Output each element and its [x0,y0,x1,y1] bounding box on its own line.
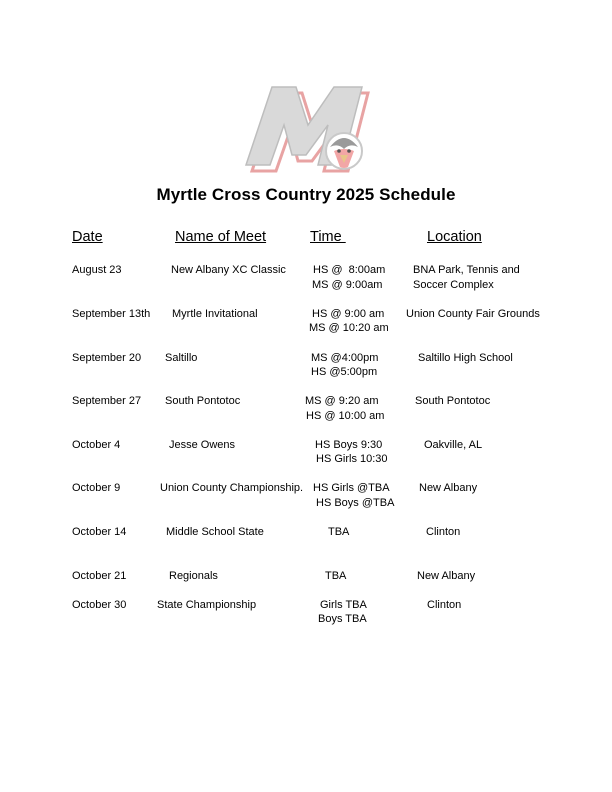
row-time-line1: MS @ 9:20 am [305,395,379,407]
row-location-line1: Clinton [426,526,461,538]
row-time-line1: HS @ 9:00 am [312,308,385,320]
row-time-line1: HS @ 8:00am [313,264,386,276]
header-date: Date [72,229,103,245]
row-date: September 20 [72,352,142,364]
row-location-line1: New Albany [419,482,478,494]
row-date: October 21 [72,570,127,582]
row-time-line1: HS Girls @TBA [313,482,390,494]
row-meet: New Albany XC Classic [171,264,286,276]
row-location-line1: Saltillo High School [418,352,513,364]
header-name-of-meet: Name of Meet [175,229,267,245]
row-meet: South Pontotoc [165,395,241,407]
row-time-line2: HS @5:00pm [311,366,378,378]
header-location: Location [427,229,482,245]
row-date: September 13th [72,308,151,320]
row-location-line1: Clinton [427,599,462,611]
row-meet: Regionals [169,570,218,582]
row-date: October 30 [72,599,127,611]
row-meet: Union County Championship. [160,482,304,494]
row-date: August 23 [72,264,122,276]
row-time-line1: TBA [328,526,350,538]
page-title: Myrtle Cross Country 2025 Schedule [156,185,456,204]
row-time-line2: MS @ 10:20 am [309,322,389,334]
row-location-line1: Oakville, AL [424,439,483,451]
row-time-line1: HS Boys 9:30 [315,439,383,451]
row-meet: Middle School State [166,526,264,538]
row-date: September 27 [72,395,142,407]
row-time-line2: MS @ 9:00am [312,279,383,291]
row-meet: Saltillo [165,352,198,364]
row-location-line1: BNA Park, Tennis and [413,264,520,276]
myrtle-m-logo [236,85,388,175]
row-meet: Myrtle Invitational [172,308,258,320]
row-time-line2: HS Boys @TBA [316,497,395,509]
row-meet: Jesse Owens [169,439,236,451]
row-location-line1: Union County Fair Grounds [406,308,540,320]
row-date: October 9 [72,482,121,494]
row-time-line1: Girls TBA [320,599,367,611]
row-time-line2: HS Girls 10:30 [316,453,388,465]
row-date: October 14 [72,526,127,538]
row-time-line2: Boys TBA [318,613,367,625]
row-meet: State Championship [157,599,257,611]
row-location-line2: Soccer Complex [413,279,494,291]
row-time-line2: HS @ 10:00 am [306,410,385,422]
row-time-line1: TBA [325,570,347,582]
bird-mascot-icon [326,133,362,169]
row-location-line1: South Pontotoc [415,395,491,407]
header-time: Time [310,229,346,245]
row-time-line1: MS @4:00pm [311,352,379,364]
row-location-line1: New Albany [417,570,476,582]
row-date: October 4 [72,439,121,451]
